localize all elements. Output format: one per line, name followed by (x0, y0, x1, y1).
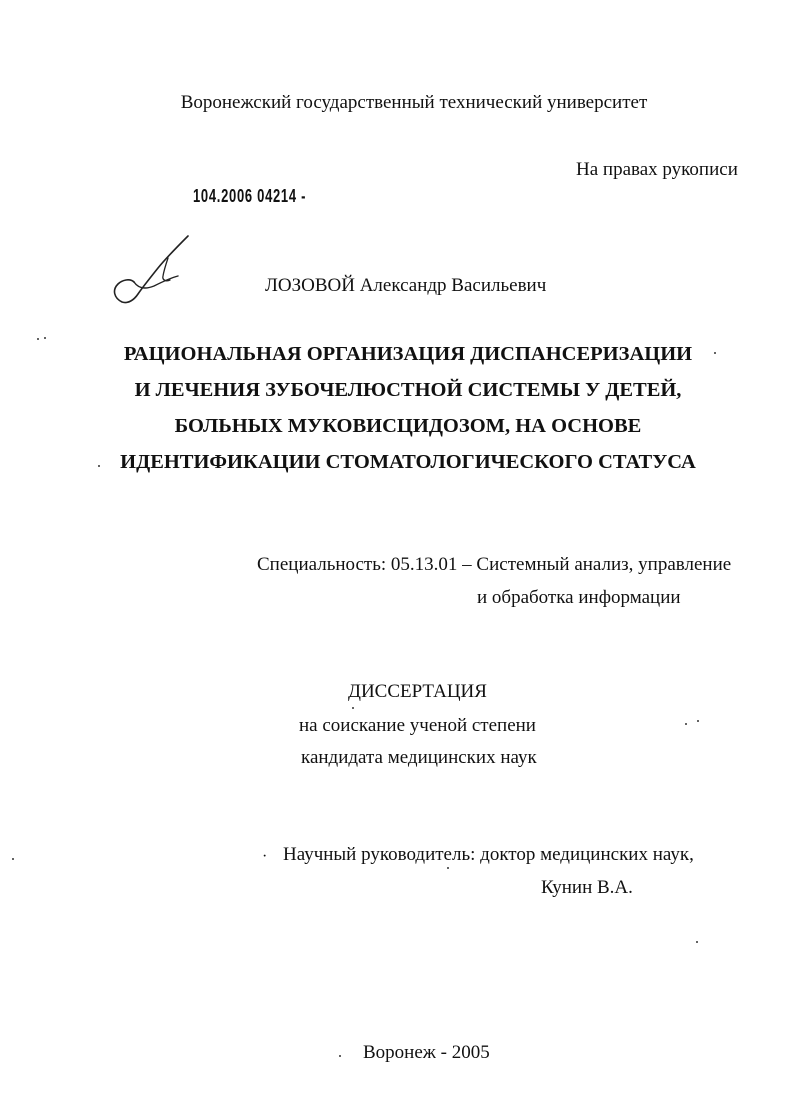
dissertation-title (0, 336, 798, 480)
scan-speck (714, 352, 716, 354)
city-year: Воронеж - 2005 (363, 1042, 490, 1063)
scan-speck (685, 723, 687, 725)
scan-speck (339, 1055, 341, 1057)
supervisor-name: Кунин В.А. (541, 877, 633, 898)
scan-speck (697, 720, 699, 722)
specialty-line-2: и обработка информации (477, 587, 681, 608)
scan-speck (12, 858, 14, 860)
title-line: БОЛЬНЫХ МУКОВИСЦИДОЗОМ, НА ОСНОВЕ (174, 415, 642, 437)
title-line: РАЦИОНАЛЬНАЯ ОРГАНИЗАЦИЯ ДИСПАНСЕРИЗАЦИИ (123, 343, 693, 365)
university-name: Воронежский государственный технический университет (180, 92, 648, 113)
scan-speck (37, 338, 39, 340)
specialty-line-1: Специальность: 05.13.01 – Системный анализ, управление (257, 554, 732, 575)
author-name: ЛОЗОВОЙ Александр Васильевич (265, 275, 547, 296)
degree-line-2: кандидата медицинских наук (301, 747, 537, 768)
scan-speck (447, 867, 449, 869)
scan-speck (98, 465, 100, 467)
scan-speck (352, 707, 354, 709)
supervisor-bullet: · (262, 848, 268, 865)
scan-speck (696, 941, 698, 943)
dissertation-type: ДИССЕРТАЦИЯ (348, 681, 487, 702)
degree-line-1: на соискание ученой степени (299, 715, 536, 736)
title-line: И ЛЕЧЕНИЯ ЗУБОЧЕЛЮСТНОЙ СИСТЕМЫ У ДЕТЕЙ, (134, 379, 682, 401)
rights-note: На правах рукописи (576, 159, 738, 180)
archive-stamp: 104.2006 04214 - (193, 186, 307, 206)
supervisor-line-1: Научный руководитель: доктор медицинских наук, (283, 844, 694, 865)
title-line: ИДЕНТИФИКАЦИИ СТОМАТОЛОГИЧЕСКОГО СТАТУСА (120, 451, 696, 473)
signature-icon (108, 232, 198, 312)
scan-speck (44, 337, 46, 339)
